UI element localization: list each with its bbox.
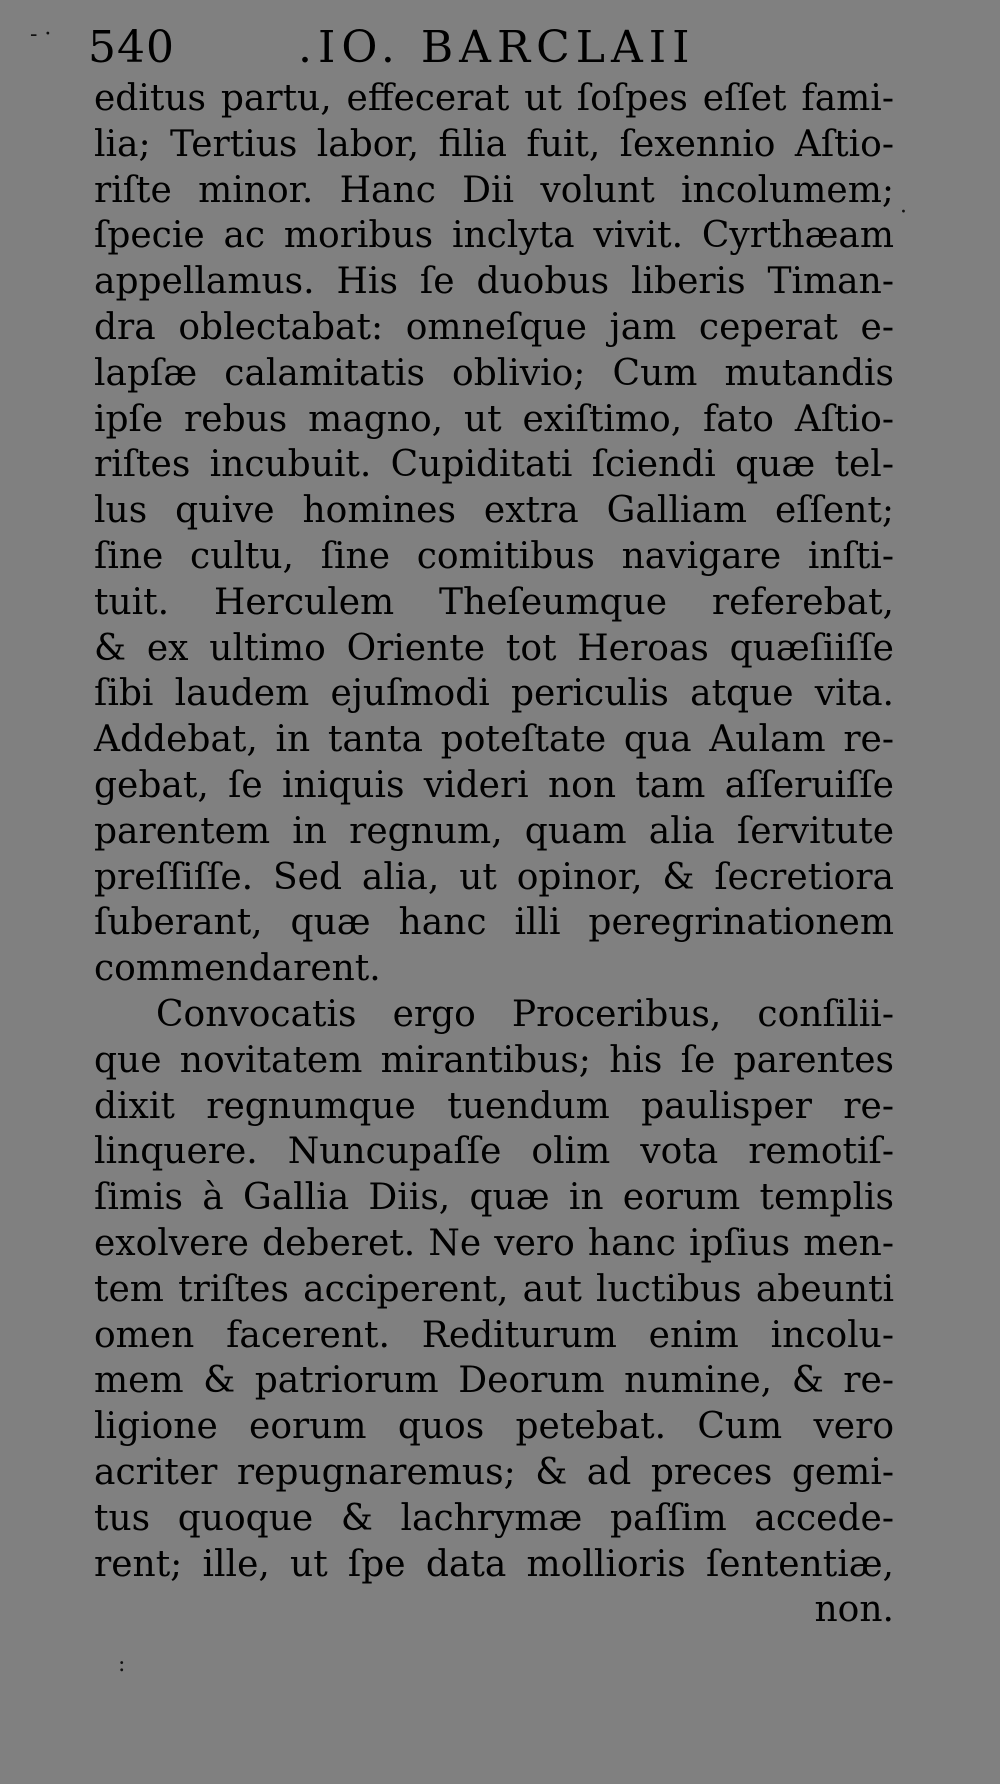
text-line: Addebat, in tanta poteſtate qua Aulam re- (94, 719, 894, 761)
running-title: .IO. BARCLAII (298, 22, 696, 73)
text-line: tem triſtes acciperent, aut luctibus abeunti (94, 1268, 894, 1310)
page-number: 540 (88, 22, 175, 73)
text-line: editus partu, effecerat ut ſoſpes eſſet fami- (94, 78, 894, 119)
text-line: lia; Tertius labor, filia fuit, ſexennio Aſtio- (94, 123, 894, 165)
text-line: ipſe rebus magno, ut exiſtimo, fato Aſtio- (94, 398, 894, 440)
text-line: lus quive homines extra Galliam eſſent; (94, 490, 894, 532)
text-line: appellamus. His ſe duobus liberis Timan- (94, 261, 894, 303)
body-text (94, 76, 894, 1633)
text-line: gebat, ſe iniquis videri non tam aſſeruiſſe (94, 764, 894, 806)
text-line: ſimis à Gallia Diis, quæ in eorum templis (94, 1177, 894, 1219)
paragraph-first-line: Convocatis ergo Proceribus, conſilii- (156, 993, 894, 1035)
catchword: non. (814, 1589, 894, 1631)
text-line: omen facerent. Rediturum enim incolu- (94, 1314, 894, 1356)
text-line: parentem in regnum, quam alia ſervitute (94, 810, 894, 852)
text-line: riſtes incubuit. Cupiditati ſciendi quæ tel- (94, 444, 894, 486)
scan-speck: : (118, 1652, 126, 1677)
text-line: ligione eorum quos petebat. Cum vero (94, 1406, 894, 1448)
text-line: & ex ultimo Oriente tot Heroas quæſiiſſe (94, 627, 894, 669)
text-line: exolvere deberet. Ne vero hanc ipſius men- (94, 1222, 894, 1264)
text-line: dixit regnumque tuendum paulisper re- (94, 1085, 894, 1127)
text-line: tus quoque & lachrymæ paſſim accede- (94, 1497, 894, 1539)
text-line: riſte minor. Hanc Dii volunt incolumem; (94, 169, 894, 211)
text-line: que novitatem mirantibus; his ſe parentes (94, 1039, 894, 1081)
text-line: ſpecie ac moribus inclyta vivit. Cyrthæam (94, 215, 894, 257)
text-line: ſuberant, quæ hanc illi peregrinationem (94, 902, 894, 944)
text-line: rent; ille, ut ſpe data mollioris ſententiæ, (94, 1543, 894, 1585)
scan-speck: - · (30, 22, 52, 47)
text-line: tuit. Herculem Theſeumque referebat, (94, 581, 894, 623)
text-line: preſſiſſe. Sed alia, ut opinor, & ſecretiora (94, 856, 894, 898)
text-line: lapſæ calamitatis oblivio; Cum mutandis (94, 352, 894, 394)
text-line: ſibi laudem ejuſmodi periculis atque vita. (94, 673, 894, 715)
text-line: acriter repugnaremus; & ad preces gemi- (94, 1451, 894, 1493)
text-line: linquere. Nuncupaſſe olim vota remotiſ- (94, 1131, 894, 1173)
text-line: mem & patriorum Deorum numine, & re- (94, 1360, 894, 1402)
scan-speck: · (900, 200, 907, 225)
page-header (88, 18, 708, 78)
text-line: commendarent. (94, 948, 381, 990)
text-line: dra oblectabat: omneſque jam ceperat e- (94, 306, 894, 348)
text-line: ſine cultu, ſine comitibus navigare inſti- (94, 535, 894, 577)
